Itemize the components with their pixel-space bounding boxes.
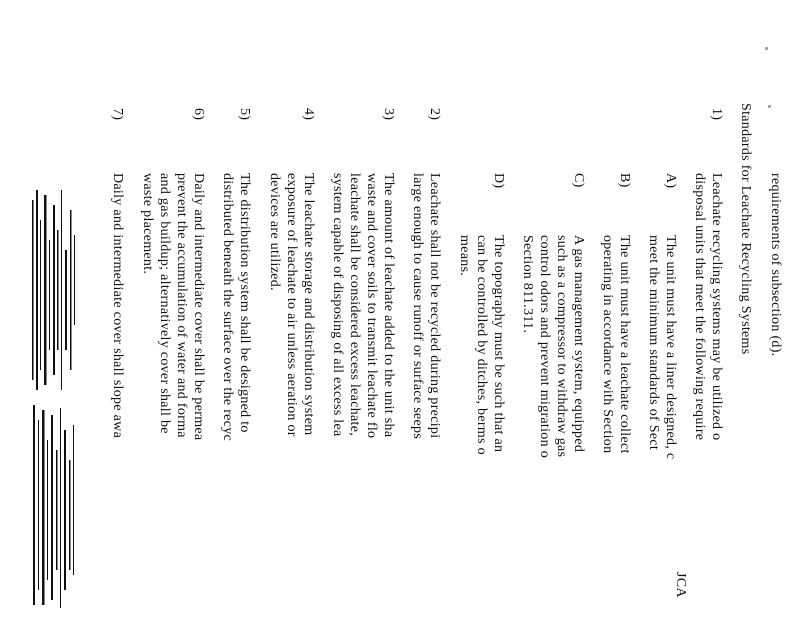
- item-text-line: The topography must be such that an: [491, 235, 506, 453]
- item-text-line: devices are utilized.: [267, 173, 282, 291]
- item-text-line: distributed beneath the surface over the recyc: [220, 173, 235, 442]
- item-text-line: Leachate shall not be recycled during precipi: [427, 173, 442, 439]
- item-text-line: Daily and intermediate cover shall slope awa: [110, 173, 125, 439]
- item-text-line: leachate shall be considered excess leachate,: [347, 173, 362, 437]
- item-text-line: Daily and intermediate cover shall be permea: [191, 173, 206, 441]
- item-text-line: exposure of leachate to air unless aeration or: [284, 173, 299, 437]
- subitem-letter: B): [617, 173, 632, 188]
- item-text-line: and gas buildup; alternatively cover shall be: [157, 173, 172, 434]
- section-title: Standards for Leachate Recycling Systems: [738, 103, 753, 355]
- item-text-line: large enough to cause runoff or surface seeps: [410, 173, 425, 440]
- item-text-line: operating in accordance with Section: [600, 235, 615, 454]
- item-number: 6): [191, 108, 206, 121]
- item-text-line: control odors and prevent migration o: [537, 235, 552, 458]
- item-text-line: prevent the accumulation of water and forma: [174, 173, 189, 438]
- intro-line: requirements of subsection (d).: [768, 173, 783, 357]
- subitem-letter: A): [663, 173, 678, 189]
- item-number: 1): [709, 108, 724, 121]
- item-text-line: such as a compressor to withdraw gas: [554, 235, 569, 458]
- item-number: 7): [110, 108, 125, 121]
- item-number: 2): [427, 108, 442, 121]
- item-text-line: Section 811.311.: [520, 235, 535, 334]
- running-header: JCA: [673, 572, 688, 598]
- item-number: 3): [381, 108, 396, 121]
- item-text-line: system capable of disposing of all excess lea: [330, 173, 345, 437]
- subitem-letter: D): [491, 173, 506, 189]
- item-text-line: The unit must have a liner designed, c: [663, 235, 678, 460]
- item-text-line: waste and cover soils to transmit leachate flo: [364, 173, 379, 439]
- scan-speck: [765, 47, 768, 50]
- item-text-line: waste placement.: [140, 173, 155, 275]
- item-text-line: The unit must have a leachate collect: [617, 235, 632, 454]
- item-text-line: meet the minimum standards of Sect: [646, 235, 661, 451]
- item-text-line: A gas management system, equipped: [571, 235, 586, 453]
- item-number: 4): [301, 108, 316, 121]
- subitem-letter: C): [571, 173, 586, 188]
- item-text-line: disposal units that meet the following require: [692, 173, 707, 441]
- item-text-line: The amount of leachate added to the unit sha: [381, 173, 396, 438]
- item-text-line: The distribution system shall be designed to: [237, 173, 252, 433]
- item-text-line: means.: [457, 235, 472, 277]
- item-text-line: can be controlled by ditches, berms o: [474, 235, 489, 455]
- scan-speck: [768, 105, 771, 108]
- item-number: 5): [237, 108, 252, 121]
- item-text-line: Leachate recycling systems may be utilized o: [709, 173, 724, 441]
- item-text-line: The leachate storage and distribution system: [301, 173, 316, 436]
- scan-edge-artifact: [30, 190, 78, 615]
